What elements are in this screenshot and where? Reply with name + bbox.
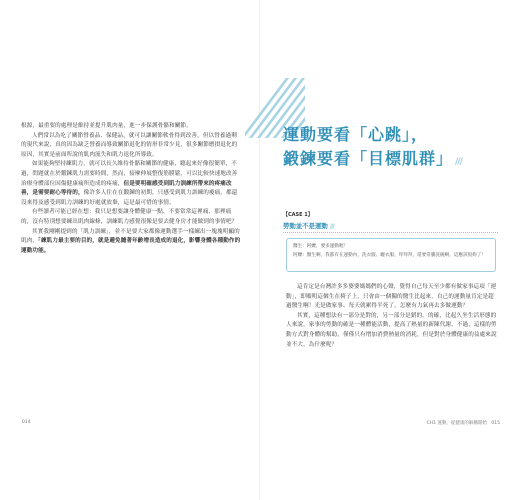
case-slash-icon: /// — [329, 222, 334, 230]
chapter-title-line-1: 運動要看「心跳」， — [283, 125, 429, 144]
left-paragraph-4: 有些讀者可能已經在想：我只是想要讓身體健康一點，不要常常這裡痛、那裡痛的，沒有特別想要練出肌肉線條，訓練肌力感覺很像是要去健身房才能做到的事情吧？ — [21, 209, 238, 225]
right-paragraph-1: 這肯定是台灣許多多婆婆媽媽們的心聲，覺得自己每天至少都有做家事這項「運動」，即順明這個生在椅子上，只會由一個獨的醫生比起來，自己的運動量肯定是超過醫生啊！光是做家事、每天就累得半死了，怎麼有力氣再去多做運動？ — [286, 284, 497, 310]
case-title-text: 勞動並不是運動 — [283, 222, 328, 230]
right-paragraph-2: 其實，這種想法有一部分是對的，另一部分是錯的。的確，比起久坐生活形態的人來說，家事的勞動的確是一種體能活動，提高了熱量的新陳代謝，不過，這樣的勞動方式對身體的幫助，僅僅只有增加消費熱量的消耗，但是對於身體健康的益處來說並不大，為什麼呢？ — [286, 312, 497, 348]
chapter-title-line-2 — [283, 147, 498, 174]
chapter-title-slash-icon: /// — [455, 157, 462, 167]
case-divider — [283, 232, 498, 233]
left-paragraph-2: 人們常以為吃了關節營養品、保健品，就可以讓關節軟骨得到改善，但以營養過剩的現代來說，真的因為缺乏營養而導致關節退化的情形非常少見，很多關節磨損退化的原因，其實是前面所說的肌肉流失和肌力退化所導致。 — [21, 132, 238, 158]
dialogue-line-1: 醫生：阿嬤，要多運動喔！ — [293, 244, 349, 249]
left-paragraph-5-bold: 「練肌力最主要的目的，就是避免隨著年齡增長造成的退化，影響身體各種動作的運動功能。 — [21, 238, 241, 254]
left-paragraph-3 — [21, 160, 242, 208]
left-paragraph-5 — [21, 228, 242, 257]
chapter-title-line-2-text: 鍛鍊要看「目標肌群」 — [283, 149, 454, 168]
left-body-text — [21, 122, 242, 256]
page-number-right: CH1 運動，從健康的解構開始 015 — [426, 421, 500, 426]
right-body-text — [286, 283, 498, 350]
page-number-left: 014 — [22, 420, 31, 425]
dialogue-box — [286, 238, 496, 272]
dialogue-line-2: 阿嬤：醫生啊，我都有在運動內，洗衣服、曬衣服、拜拜拜，還要常騰洗碗啊，這應該很夠了！ — [293, 252, 486, 258]
case-title — [283, 221, 334, 230]
left-paragraph-1: 根源，最重要的處理是維持並提升肌肉量，進一步保護骨骼和關節。 — [21, 123, 192, 129]
case-label: 【CASE 1】 — [283, 212, 313, 218]
chapter-title — [283, 123, 498, 174]
left-paragraph-3-text: 如果能夠堅持練肌力，就可以長久維持骨骼和關節的健康，聽起來好像很簡單，不過，問題就在於鍛鍊肌力需要時間，然而，接摩伸展整復筋膜鬆，可以比較快速地改善治療身體部位因傷健康痛所造成的疼痛， — [21, 161, 238, 187]
left-paragraph-3-bold: 但是要明確感受到肌力訓練所帶來的疼痛改善，是需要耐心等待的， — [21, 180, 232, 197]
left-paragraph-5-text: 其實我剛剛提到的「肌力訓練」，並不是要大家都像運動選手一樣練出一塊塊明顯的肌肉， — [21, 228, 240, 245]
left-paragraph-3-rest: 像許多人住在在鍛鍊的初期，只感受到肌力訓練的痠痛，都還沒來得及感受到肌力訓練的好處就放棄，這是最可惜的事情。 — [21, 190, 238, 206]
